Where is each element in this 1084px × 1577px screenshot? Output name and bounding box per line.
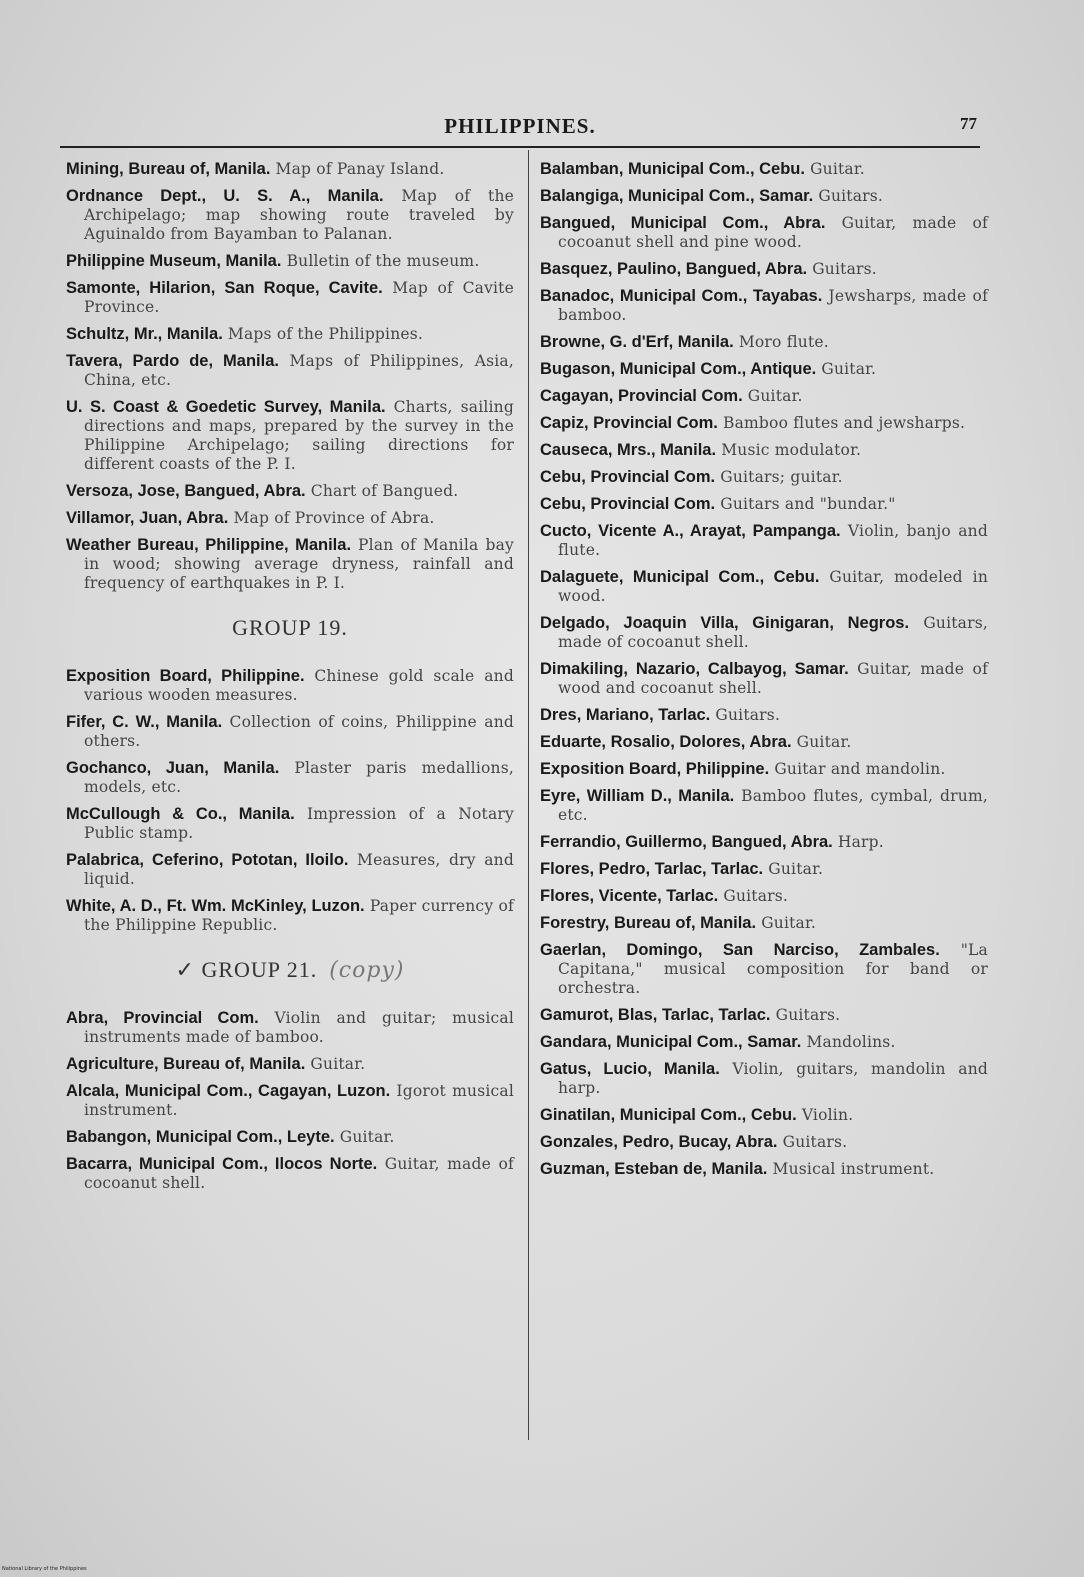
list-item	[540, 660, 988, 698]
exhibitor-name: Ginatilan, Municipal Com., Cebu.	[540, 1106, 797, 1124]
exhibit-description: Plan of Manila bay in wood; showing average dryness, rainfall and frequency of earthquakes in P. I.	[84, 536, 514, 592]
list-item	[540, 706, 988, 725]
exhibitor-name: Abra, Provincial Com.	[66, 1009, 259, 1027]
list-item	[540, 333, 988, 352]
exhibit-description: Chinese gold scale and various wooden measures.	[84, 667, 514, 704]
list-item	[540, 887, 988, 906]
right-column	[540, 160, 988, 1187]
list-item	[540, 522, 988, 560]
list-item	[540, 1106, 988, 1125]
list-item	[540, 187, 988, 206]
exhibit-description: Jewsharps, made of bamboo.	[558, 287, 989, 324]
list-item	[66, 252, 514, 271]
exhibit-description: Guitars.	[718, 887, 789, 905]
exhibit-description: Collection of coins, Philippine and others.	[84, 713, 514, 750]
exhibitor-name: Philippine Museum, Manila.	[66, 252, 282, 270]
list-item	[540, 833, 988, 852]
exhibit-description: Guitars.	[777, 1133, 848, 1151]
exhibitor-name: Cagayan, Provincial Com.	[540, 387, 743, 405]
exhibitor-name: Villamor, Juan, Abra.	[66, 509, 229, 527]
exhibit-description: Guitar, made of cocoanut shell.	[84, 1155, 514, 1192]
exhibitor-name: Schultz, Mr., Manila.	[66, 325, 223, 343]
exhibit-description: Guitar.	[804, 160, 865, 178]
exhibit-description: Guitar.	[334, 1128, 395, 1146]
list-item	[66, 1055, 514, 1074]
list-item	[66, 325, 514, 344]
exhibitor-name: Gatus, Lucio, Manila.	[540, 1060, 720, 1078]
exhibit-description: Violin, banjo and flute.	[558, 522, 988, 559]
left-column	[66, 160, 514, 1201]
exhibit-description: "La Capitana," musical composition for band or orchestra.	[558, 941, 988, 997]
list-item	[540, 1133, 988, 1152]
list-item	[66, 851, 514, 889]
list-item	[66, 482, 514, 501]
exhibitor-name: Flores, Vicente, Tarlac.	[540, 887, 719, 905]
exhibitor-name: Ordnance Dept., U. S. A., Manila.	[66, 187, 384, 205]
exhibitor-name: Dres, Mariano, Tarlac.	[540, 706, 711, 724]
source-note: National Library of the Philippines	[2, 1566, 87, 1572]
list-item	[66, 536, 514, 593]
exhibitor-name: McCullough & Co., Manila.	[66, 805, 295, 823]
exhibit-description: Map of the Archipelago; map showing route traveled by Aguinaldo from Bayamban to Palanan.	[84, 187, 514, 243]
list-item	[66, 1082, 514, 1120]
exhibitor-name: Gandara, Municipal Com., Samar.	[540, 1033, 802, 1051]
right-entries	[540, 160, 988, 1179]
exhibitor-name: Eyre, William D., Manila.	[540, 787, 735, 805]
exhibit-description: Guitars.	[770, 1006, 841, 1024]
list-item	[540, 441, 988, 460]
list-item	[540, 360, 988, 379]
exhibit-description: Guitar.	[305, 1055, 366, 1073]
exhibit-description: Violin.	[796, 1106, 854, 1124]
exhibit-description: Violin and guitar; musical instruments made of bamboo.	[84, 1009, 515, 1046]
exhibitor-name: Weather Bureau, Philippine, Manila.	[66, 536, 352, 554]
list-item	[66, 398, 514, 474]
exhibit-description: Music modulator.	[716, 441, 862, 459]
list-item	[66, 352, 514, 390]
exhibitor-name: Browne, G. d'Erf, Manila.	[540, 333, 734, 351]
exhibitor-name: Eduarte, Rosalio, Dolores, Abra.	[540, 733, 792, 751]
left-entries-group-21	[66, 1009, 514, 1193]
exhibitor-name: Flores, Pedro, Tarlac, Tarlac.	[540, 860, 764, 878]
exhibitor-name: Forestry, Bureau of, Manila.	[540, 914, 757, 932]
exhibit-description: Violin, guitars, mandolin and harp.	[558, 1060, 988, 1097]
exhibitor-name: Gonzales, Pedro, Bucay, Abra.	[540, 1133, 778, 1151]
exhibitor-name: Cebu, Provincial Com.	[540, 495, 716, 513]
exhibit-description: Maps of the Philippines.	[222, 325, 424, 343]
exhibitor-name: Delgado, Joaquin Villa, Ginigaran, Negros.	[540, 614, 910, 632]
exhibitor-name: Gamurot, Blas, Tarlac, Tarlac.	[540, 1006, 771, 1024]
exhibit-description: Guitar.	[756, 914, 817, 932]
exhibit-description: Charts, sailing directions and maps, prepared by the survey in the Philippine Archipelago; sailing directions for different coasts of the P. I.	[84, 398, 514, 473]
list-item	[540, 1033, 988, 1052]
list-item	[540, 733, 988, 752]
exhibitor-name: Bangued, Municipal Com., Abra.	[540, 214, 826, 232]
handwritten-note: (copy)	[329, 958, 405, 983]
exhibitor-name: Exposition Board, Philippine.	[540, 760, 770, 778]
list-item	[540, 860, 988, 879]
exhibitor-name: U. S. Coast & Goedetic Survey, Manila.	[66, 398, 386, 416]
exhibitor-name: Fifer, C. W., Manila.	[66, 713, 223, 731]
list-item	[540, 1060, 988, 1098]
exhibitor-name: Exposition Board, Philippine.	[66, 667, 305, 685]
list-item	[540, 495, 988, 514]
exhibit-description: Guitar.	[791, 733, 852, 751]
exhibit-description: Guitar, made of cocoanut shell and pine wood.	[558, 214, 988, 251]
exhibitor-name: Gaerlan, Domingo, San Narciso, Zambales.	[540, 941, 940, 959]
left-entries-group-19	[66, 667, 514, 935]
page-number: 77	[960, 114, 977, 133]
page-title: PHILIPPINES.	[444, 114, 596, 138]
exhibit-description: Guitars.	[807, 260, 877, 278]
list-item	[540, 760, 988, 779]
group-21-heading	[66, 957, 514, 983]
list-item	[66, 805, 514, 843]
exhibit-description: Paper currency of the Philippine Republic.	[84, 897, 514, 934]
exhibitor-name: Banadoc, Municipal Com., Tayabas.	[540, 287, 823, 305]
exhibitor-name: Gochanco, Juan, Manila.	[66, 759, 280, 777]
exhibit-description: Guitars and "bundar."	[715, 495, 896, 513]
exhibitor-name: White, A. D., Ft. Wm. McKinley, Luzon.	[66, 897, 365, 915]
exhibit-description: Harp.	[832, 833, 884, 851]
exhibit-description: Igorot musical instrument.	[84, 1082, 514, 1119]
list-item	[66, 187, 514, 244]
exhibitor-name: Dimakiling, Nazario, Calbayog, Samar.	[540, 660, 849, 678]
exhibitor-name: Samonte, Hilarion, San Roque, Cavite.	[66, 279, 383, 297]
exhibitor-name: Capiz, Provincial Com.	[540, 414, 718, 432]
list-item	[540, 468, 988, 487]
exhibitor-name: Versoza, Jose, Bangued, Abra.	[66, 482, 306, 500]
exhibitor-name: Balangiga, Municipal Com., Samar.	[540, 187, 814, 205]
list-item	[66, 759, 514, 797]
list-item	[66, 160, 514, 179]
exhibit-description: Chart of Bangued.	[305, 482, 459, 500]
exhibit-description: Guitar, modeled in wood.	[558, 568, 989, 605]
header-rule	[60, 146, 980, 148]
exhibitor-name: Babangon, Municipal Com., Leyte.	[66, 1128, 335, 1146]
list-item	[66, 897, 514, 935]
list-item	[66, 1155, 514, 1193]
exhibit-description: Bamboo flutes and jewsharps.	[717, 414, 966, 432]
exhibit-description: Guitars; guitar.	[715, 468, 843, 486]
exhibitor-name: Causeca, Mrs., Manila.	[540, 441, 717, 459]
exhibit-description: Map of Panay Island.	[270, 160, 445, 178]
exhibit-description: Guitars.	[813, 187, 884, 205]
exhibit-description: Mandolins.	[801, 1033, 896, 1051]
exhibitor-name: Bacarra, Municipal Com., Ilocos Norte.	[66, 1155, 378, 1173]
list-item	[540, 214, 988, 252]
list-item	[66, 713, 514, 751]
exhibit-description: Moro flute.	[733, 333, 829, 351]
list-item	[66, 279, 514, 317]
exhibitor-name: Bugason, Municipal Com., Antique.	[540, 360, 817, 378]
list-item	[540, 914, 988, 933]
left-entries-maps	[66, 160, 514, 593]
exhibitor-name: Tavera, Pardo de, Manila.	[66, 352, 279, 370]
exhibitor-name: Palabrica, Ceferino, Pototan, Iloilo.	[66, 851, 349, 869]
exhibit-description: Guitar and mandolin.	[769, 760, 946, 778]
exhibit-description: Plaster paris medallions, models, etc.	[84, 759, 514, 796]
list-item	[540, 568, 988, 606]
list-item	[540, 1006, 988, 1025]
list-item	[66, 509, 514, 528]
exhibit-description: Guitar.	[816, 360, 877, 378]
exhibit-description: Guitar, made of wood and cocoanut shell.	[558, 660, 989, 697]
list-item	[66, 667, 514, 705]
group-21-title: ✓ GROUP 21.	[175, 957, 318, 982]
list-item	[540, 387, 988, 406]
group-19-heading: GROUP 19.	[232, 615, 348, 640]
exhibit-description: Guitars.	[710, 706, 781, 724]
exhibit-description: Maps of Philippines, Asia, China, etc.	[84, 352, 514, 389]
running-head	[0, 114, 1084, 144]
exhibit-description: Map of Cavite Province.	[84, 279, 514, 316]
exhibit-description: Bulletin of the museum.	[281, 252, 480, 270]
exhibitor-name: Alcala, Municipal Com., Cagayan, Luzon.	[66, 1082, 391, 1100]
list-item	[540, 287, 988, 325]
exhibit-description: Guitars, made of cocoanut shell.	[558, 614, 989, 651]
exhibitor-name: Basquez, Paulino, Bangued, Abra.	[540, 260, 808, 278]
list-item	[540, 614, 988, 652]
list-item	[540, 160, 988, 179]
exhibit-description: Guitar.	[742, 387, 803, 405]
exhibitor-name: Guzman, Esteban de, Manila.	[540, 1160, 768, 1178]
exhibit-description: Measures, dry and liquid.	[84, 851, 514, 888]
exhibitor-name: Balamban, Municipal Com., Cebu.	[540, 160, 805, 178]
exhibit-description: Map of Province of Abra.	[228, 509, 435, 527]
exhibitor-name: Mining, Bureau of, Manila.	[66, 160, 271, 178]
exhibit-description: Guitar.	[763, 860, 824, 878]
exhibit-description: Impression of a Notary Public stamp.	[84, 805, 514, 842]
list-item	[66, 1009, 514, 1047]
exhibitor-name: Cucto, Vicente A., Arayat, Pampanga.	[540, 522, 841, 540]
exhibitor-name: Agriculture, Bureau of, Manila.	[66, 1055, 306, 1073]
list-item	[540, 1160, 988, 1179]
list-item	[540, 260, 988, 279]
list-item	[540, 787, 988, 825]
column-divider	[528, 150, 529, 1440]
exhibitor-name: Dalaguete, Municipal Com., Cebu.	[540, 568, 820, 586]
exhibitor-name: Ferrandio, Guillermo, Bangued, Abra.	[540, 833, 833, 851]
list-item	[540, 941, 988, 998]
exhibitor-name: Cebu, Provincial Com.	[540, 468, 716, 486]
list-item	[540, 414, 988, 433]
exhibit-description: Bamboo flutes, cymbal, drum, etc.	[558, 787, 988, 824]
list-item	[66, 1128, 514, 1147]
exhibit-description: Musical instrument.	[767, 1160, 935, 1178]
